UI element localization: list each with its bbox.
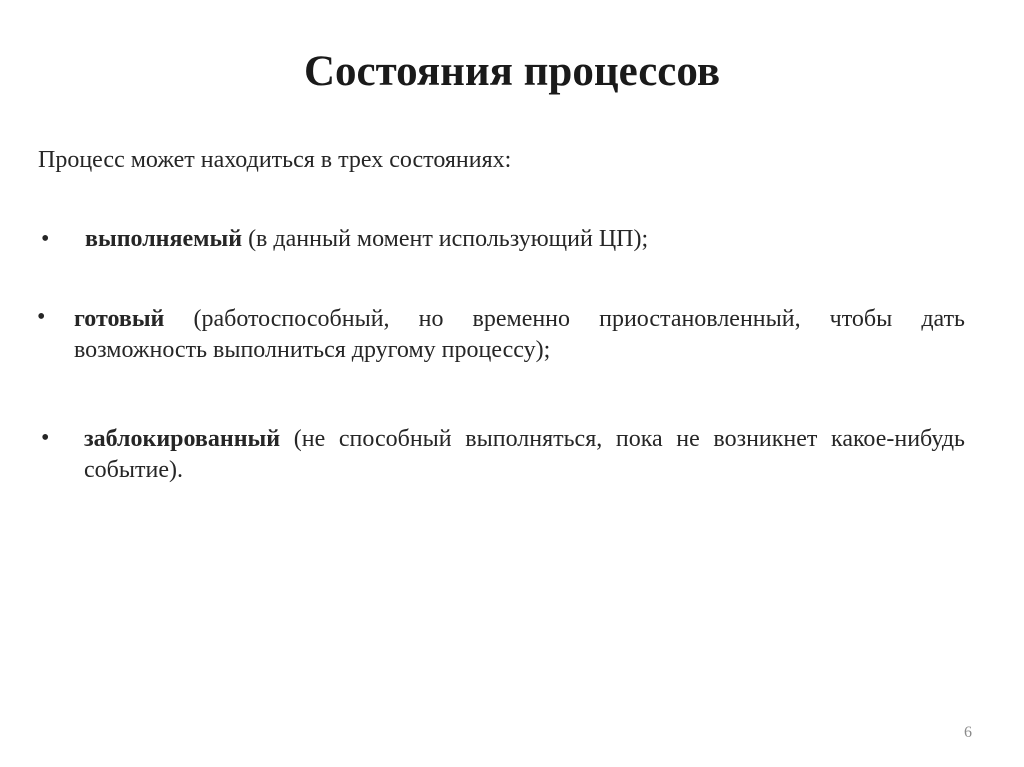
bullet-marker: • [37, 304, 46, 330]
list-item-blocked [84, 424, 965, 486]
desc-running: (в данный момент использующий ЦП); [242, 226, 649, 252]
page-number: 6 [964, 724, 972, 741]
list-item-running [85, 224, 965, 255]
term-ready: готовый [74, 306, 165, 332]
desc-blocked: (не способный выполняться, пока не возникнет какое-нибудь событие). [84, 426, 965, 483]
term-blocked: заблокированный [84, 426, 281, 452]
slide-title: Состояния процессов [303, 48, 721, 95]
term-running: выполняемый [85, 226, 243, 252]
bullet-marker: • [41, 226, 50, 252]
desc-ready: (работоспособный, но временно приостановленный, чтобы дать возможность выполниться другому процессу); [74, 306, 965, 363]
list-item-ready [74, 304, 965, 366]
bullet-marker: • [41, 425, 50, 451]
intro-text: Процесс может находиться в трех состояниях: [38, 147, 512, 173]
